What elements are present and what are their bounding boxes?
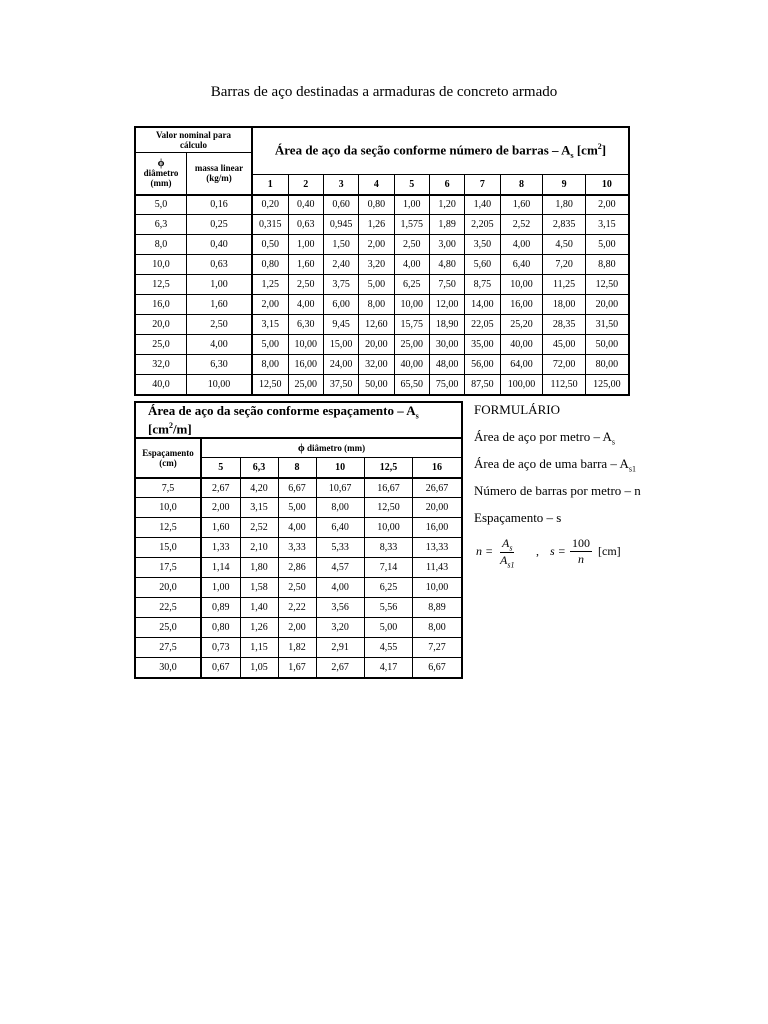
bar-count-header: 2 (288, 175, 323, 195)
area-cell: 30,00 (429, 335, 464, 355)
spacing-area-cell: 1,15 (240, 638, 278, 658)
area-cell: 28,35 (543, 315, 585, 335)
area-by-count-header-sub: s (570, 150, 574, 160)
area-by-count-header-symbol: – A (552, 142, 571, 158)
area-cell: 8,75 (465, 275, 500, 295)
spacing-area-cell: 0,89 (201, 598, 240, 618)
bar-area-by-count-table (134, 126, 630, 396)
table-row (135, 478, 462, 498)
spacing-area-cell: 8,00 (316, 498, 364, 518)
spacing-cell: 12,5 (135, 518, 201, 538)
area-cell: 3,15 (252, 315, 288, 335)
area-cell: 14,00 (465, 295, 500, 315)
spacing-area-cell: 0,73 (201, 638, 240, 658)
table-row (135, 255, 629, 275)
table-row (135, 375, 629, 395)
spacing-area-cell: 4,00 (278, 518, 316, 538)
spacing-area-cell: 10,00 (364, 518, 412, 538)
spacing-cell: 27,5 (135, 638, 201, 658)
spacing-diameter-header: 16 (413, 458, 462, 478)
spacing-area-cell: 5,33 (316, 538, 364, 558)
diameter-cell: 8,0 (135, 235, 187, 255)
area-cell: 125,00 (585, 375, 629, 395)
area-cell: 10,00 (500, 275, 543, 295)
area-cell: 18,90 (429, 315, 464, 335)
area-by-spacing-header-symbol: – A (397, 403, 416, 418)
area-cell: 10,00 (394, 295, 429, 315)
spacing-diameter-header: 12,5 (364, 458, 412, 478)
nominal-value-header: Valor nominal para cálculo (135, 127, 252, 153)
area-by-count-header (252, 127, 629, 175)
area-cell: 0,315 (252, 215, 288, 235)
area-cell: 6,25 (394, 275, 429, 295)
area-cell: 112,50 (543, 375, 585, 395)
spacing-header: Espaçamento (cm) (135, 438, 201, 478)
spacing-diameter-header: 8 (278, 458, 316, 478)
table-row (135, 275, 629, 295)
formula-n-lhs: n = (476, 544, 494, 558)
bar-count-header: 6 (429, 175, 464, 195)
spacing-area-cell: 8,00 (413, 618, 462, 638)
formula-s-denominator: n (578, 552, 584, 566)
diameter-cell: 10,0 (135, 255, 187, 275)
area-cell: 45,00 (543, 335, 585, 355)
spacing-diameter-header: 10 (316, 458, 364, 478)
diameter-cell: 25,0 (135, 335, 187, 355)
diameter-cell: 20,0 (135, 315, 187, 335)
area-cell: 4,80 (429, 255, 464, 275)
spacing-area-cell: 6,67 (413, 658, 462, 678)
table-row (135, 598, 462, 618)
formulary-line-2-sub: s1 (628, 464, 636, 474)
spacing-cell: 17,5 (135, 558, 201, 578)
spacing-area-cell: 0,80 (201, 618, 240, 638)
area-cell: 37,50 (323, 375, 358, 395)
formula-n-fraction (500, 536, 514, 570)
diameter-cell: 32,0 (135, 355, 187, 375)
table-row (135, 658, 462, 678)
spacing-area-cell: 3,15 (240, 498, 278, 518)
area-cell: 7,50 (429, 275, 464, 295)
area-by-spacing-header-unit: [cm (148, 420, 169, 436)
page-title: Barras de aço destinadas a armaduras de concreto armado (210, 84, 558, 100)
area-cell: 2,835 (543, 215, 585, 235)
spacing-area-cell: 1,60 (201, 518, 240, 538)
area-cell: 6,30 (288, 315, 323, 335)
area-cell: 18,00 (543, 295, 585, 315)
mass-cell: 0,63 (187, 255, 253, 275)
area-cell: 4,00 (394, 255, 429, 275)
table-row (135, 498, 462, 518)
spacing-area-cell: 4,00 (316, 578, 364, 598)
area-cell: 15,00 (323, 335, 358, 355)
formula-s-numerator: 100 (572, 536, 590, 550)
spacing-area-cell: 3,20 (316, 618, 364, 638)
area-cell: 3,00 (429, 235, 464, 255)
area-cell: 4,00 (500, 235, 543, 255)
mass-cell: 0,40 (187, 235, 253, 255)
spacing-area-cell: 1,05 (240, 658, 278, 678)
spacing-area-cell: 2,67 (201, 478, 240, 498)
bar-count-header: 10 (585, 175, 629, 195)
formula-n-den-sub: s1 (507, 560, 515, 570)
spacing-area-cell: 6,40 (316, 518, 364, 538)
spacing-cell: 22,5 (135, 598, 201, 618)
formula-n-den-a: A (500, 553, 508, 568)
mass-cell: 1,60 (187, 295, 253, 315)
formulary-line-area-per-bar (474, 456, 636, 474)
area-cell: 50,00 (585, 335, 629, 355)
area-cell: 25,00 (288, 375, 323, 395)
diameter-cell: 5,0 (135, 195, 187, 215)
bar-count-header: 1 (252, 175, 288, 195)
area-cell: 8,00 (252, 355, 288, 375)
formulary-title: FORMULÁRIO (474, 402, 560, 417)
table-row (135, 195, 629, 215)
spacing-area-cell: 10,00 (413, 578, 462, 598)
table-row (135, 578, 462, 598)
table-row (135, 558, 462, 578)
area-cell: 1,575 (394, 215, 429, 235)
spacing-area-cell: 2,67 (316, 658, 364, 678)
bar-area-by-spacing-table (134, 401, 463, 679)
area-by-spacing-header (135, 402, 462, 438)
spacing-area-cell: 1,14 (201, 558, 240, 578)
spacing-area-cell: 20,00 (413, 498, 462, 518)
spacing-area-cell: 3,33 (278, 538, 316, 558)
formulary-line-1-sub: s (611, 437, 616, 447)
diameter-group-symbol: ϕ (297, 442, 305, 455)
formulary-line-area-per-meter (474, 429, 615, 447)
spacing-area-cell: 8,33 (364, 538, 412, 558)
area-cell: 87,50 (465, 375, 500, 395)
formula-s-lhs: s = (550, 544, 566, 558)
area-by-spacing-header-text: Área de aço da seção conforme espaçamento (148, 403, 394, 418)
area-cell: 1,25 (252, 275, 288, 295)
area-cell: 1,60 (288, 255, 323, 275)
area-cell: 64,00 (500, 355, 543, 375)
formula-n-num-a: A (502, 536, 510, 550)
diameter-header (135, 153, 187, 195)
area-cell: 7,20 (543, 255, 585, 275)
area-cell: 1,00 (288, 235, 323, 255)
spacing-diameter-header: 6,3 (240, 458, 278, 478)
area-cell: 0,80 (252, 255, 288, 275)
area-cell: 1,80 (543, 195, 585, 215)
area-cell: 65,50 (394, 375, 429, 395)
bar-count-header: 5 (394, 175, 429, 195)
area-cell: 1,40 (465, 195, 500, 215)
area-cell: 20,00 (585, 295, 629, 315)
area-cell: 2,00 (359, 235, 394, 255)
area-cell: 2,00 (585, 195, 629, 215)
area-cell: 0,945 (323, 215, 358, 235)
spacing-area-cell: 26,67 (413, 478, 462, 498)
spacing-area-cell: 2,86 (278, 558, 316, 578)
formulary-line-1-text: Área de aço por metro – A (474, 429, 612, 444)
area-by-count-header-unit: [cm (576, 142, 598, 158)
area-cell: 2,52 (500, 215, 543, 235)
spacing-area-cell: 16,00 (413, 518, 462, 538)
spacing-cell: 7,5 (135, 478, 201, 498)
formula-n-num-sub: s (509, 543, 513, 553)
table-row (135, 538, 462, 558)
spacing-area-cell: 1,67 (278, 658, 316, 678)
area-cell: 15,75 (394, 315, 429, 335)
table-row (135, 295, 629, 315)
table-row (135, 618, 462, 638)
formula-n-numerator (500, 536, 514, 553)
diameter-group-header (201, 438, 462, 458)
area-cell: 40,00 (500, 335, 543, 355)
area-cell: 6,00 (323, 295, 358, 315)
formulary-line-spacing: Espaçamento – s (474, 510, 562, 525)
area-cell: 4,50 (543, 235, 585, 255)
spacing-area-cell: 6,25 (364, 578, 412, 598)
spacing-cell: 25,0 (135, 618, 201, 638)
area-cell: 1,26 (359, 215, 394, 235)
area-cell: 3,20 (359, 255, 394, 275)
area-cell: 40,00 (394, 355, 429, 375)
area-cell: 2,40 (323, 255, 358, 275)
spacing-cell: 30,0 (135, 658, 201, 678)
spacing-area-cell: 6,67 (278, 478, 316, 498)
area-cell: 0,20 (252, 195, 288, 215)
area-cell: 11,25 (543, 275, 585, 295)
area-by-count-header-unit-sup: 2 (597, 142, 602, 152)
diameter-cell: 16,0 (135, 295, 187, 315)
area-cell: 2,50 (394, 235, 429, 255)
area-cell: 0,60 (323, 195, 358, 215)
area-cell: 12,50 (252, 375, 288, 395)
area-cell: 1,89 (429, 215, 464, 235)
area-cell: 6,40 (500, 255, 543, 275)
spacing-area-cell: 7,14 (364, 558, 412, 578)
area-cell: 0,50 (252, 235, 288, 255)
area-cell: 1,20 (429, 195, 464, 215)
area-cell: 80,00 (585, 355, 629, 375)
spacing-area-cell: 1,82 (278, 638, 316, 658)
area-cell: 0,80 (359, 195, 394, 215)
table-row (135, 638, 462, 658)
spacing-area-cell: 2,50 (278, 578, 316, 598)
area-cell: 2,50 (288, 275, 323, 295)
table-row (135, 215, 629, 235)
spacing-area-cell: 5,56 (364, 598, 412, 618)
area-cell: 0,40 (288, 195, 323, 215)
spacing-diameter-header: 5 (201, 458, 240, 478)
area-cell: 8,00 (359, 295, 394, 315)
area-cell: 12,60 (359, 315, 394, 335)
area-cell: 1,00 (394, 195, 429, 215)
diameter-symbol: ϕ (157, 157, 165, 170)
area-cell: 12,00 (429, 295, 464, 315)
formula-n-denominator (500, 553, 514, 569)
diameter-group-label: diâmetro (mm) (307, 443, 366, 454)
spacing-area-cell: 4,17 (364, 658, 412, 678)
table-row (135, 235, 629, 255)
spacing-area-cell: 13,33 (413, 538, 462, 558)
diameter-cell: 40,0 (135, 375, 187, 395)
area-cell: 5,00 (252, 335, 288, 355)
spacing-area-cell: 2,52 (240, 518, 278, 538)
area-cell: 3,50 (465, 235, 500, 255)
spacing-area-cell: 10,67 (316, 478, 364, 498)
spacing-cell: 15,0 (135, 538, 201, 558)
area-cell: 12,50 (585, 275, 629, 295)
area-cell: 8,80 (585, 255, 629, 275)
area-cell: 16,00 (500, 295, 543, 315)
mass-cell: 4,00 (187, 335, 253, 355)
area-cell: 1,50 (323, 235, 358, 255)
area-cell: 22,05 (465, 315, 500, 335)
formulary-line-bars-per-meter: Número de barras por metro – n (474, 483, 641, 498)
spacing-area-cell: 2,00 (278, 618, 316, 638)
area-cell: 16,00 (288, 355, 323, 375)
area-cell: 5,00 (585, 235, 629, 255)
formula-separator: , (536, 544, 539, 558)
spacing-area-cell: 8,89 (413, 598, 462, 618)
area-cell: 72,00 (543, 355, 585, 375)
mass-header: massa linear (kg/m) (187, 153, 253, 195)
area-cell: 3,15 (585, 215, 629, 235)
bar-count-header: 9 (543, 175, 585, 195)
formula-s-fraction (570, 536, 592, 567)
bar-count-header: 8 (500, 175, 543, 195)
area-cell: 48,00 (429, 355, 464, 375)
spacing-area-cell: 4,20 (240, 478, 278, 498)
area-by-count-header-text: Área de aço da seção conforme número de barras (274, 142, 549, 158)
area-by-spacing-header-sub: s (415, 411, 419, 421)
area-cell: 25,00 (394, 335, 429, 355)
area-cell: 4,00 (288, 295, 323, 315)
area-cell: 9,45 (323, 315, 358, 335)
area-cell: 35,00 (465, 335, 500, 355)
area-cell: 3,75 (323, 275, 358, 295)
spacing-area-cell: 1,40 (240, 598, 278, 618)
mass-cell: 2,50 (187, 315, 253, 335)
spacing-area-cell: 4,55 (364, 638, 412, 658)
spacing-area-cell: 1,00 (201, 578, 240, 598)
area-cell: 25,20 (500, 315, 543, 335)
area-by-spacing-header-unit-sup: 2 (168, 420, 173, 430)
mass-cell: 0,25 (187, 215, 253, 235)
mass-cell: 1,00 (187, 275, 253, 295)
area-by-spacing-header-unit-end: /m] (172, 420, 192, 436)
spacing-area-cell: 2,00 (201, 498, 240, 518)
spacing-cell: 20,0 (135, 578, 201, 598)
area-cell: 10,00 (288, 335, 323, 355)
spacing-area-cell: 2,22 (278, 598, 316, 618)
area-cell: 24,00 (323, 355, 358, 375)
area-cell: 5,00 (359, 275, 394, 295)
spacing-area-cell: 11,43 (413, 558, 462, 578)
spacing-area-cell: 4,57 (316, 558, 364, 578)
spacing-area-cell: 0,67 (201, 658, 240, 678)
table-row (135, 518, 462, 538)
bar-count-header: 3 (323, 175, 358, 195)
table-row (135, 335, 629, 355)
diameter-cell: 6,3 (135, 215, 187, 235)
spacing-area-cell: 1,80 (240, 558, 278, 578)
area-cell: 5,60 (465, 255, 500, 275)
area-cell: 50,00 (359, 375, 394, 395)
spacing-area-cell: 16,67 (364, 478, 412, 498)
formula-area (476, 536, 636, 570)
spacing-area-cell: 5,00 (278, 498, 316, 518)
area-cell: 100,00 (500, 375, 543, 395)
area-cell: 2,205 (465, 215, 500, 235)
area-cell: 1,60 (500, 195, 543, 215)
diameter-cell: 12,5 (135, 275, 187, 295)
spacing-cell: 10,0 (135, 498, 201, 518)
area-cell: 0,63 (288, 215, 323, 235)
spacing-area-cell: 1,26 (240, 618, 278, 638)
spacing-area-cell: 2,10 (240, 538, 278, 558)
bar-count-header: 7 (465, 175, 500, 195)
area-cell: 31,50 (585, 315, 629, 335)
area-cell: 75,00 (429, 375, 464, 395)
mass-cell: 6,30 (187, 355, 253, 375)
bar-count-header: 4 (359, 175, 394, 195)
diameter-header-label: diâmetro (mm) (143, 168, 179, 189)
spacing-area-cell: 7,27 (413, 638, 462, 658)
spacing-area-cell: 2,91 (316, 638, 364, 658)
mass-cell: 10,00 (187, 375, 253, 395)
spacing-area-cell: 3,56 (316, 598, 364, 618)
spacing-area-cell: 12,50 (364, 498, 412, 518)
table-row (135, 315, 629, 335)
area-cell: 2,00 (252, 295, 288, 315)
spacing-area-cell: 1,33 (201, 538, 240, 558)
spacing-area-cell: 1,58 (240, 578, 278, 598)
area-cell: 20,00 (359, 335, 394, 355)
area-cell: 32,00 (359, 355, 394, 375)
formula-s-unit: [cm] (598, 544, 621, 558)
area-by-count-header-unit-end: ] (601, 142, 607, 158)
table-row (135, 355, 629, 375)
mass-cell: 0,16 (187, 195, 253, 215)
spacing-area-cell: 5,00 (364, 618, 412, 638)
formulary-line-2-text: Área de aço de uma barra – A (474, 456, 629, 471)
area-cell: 56,00 (465, 355, 500, 375)
